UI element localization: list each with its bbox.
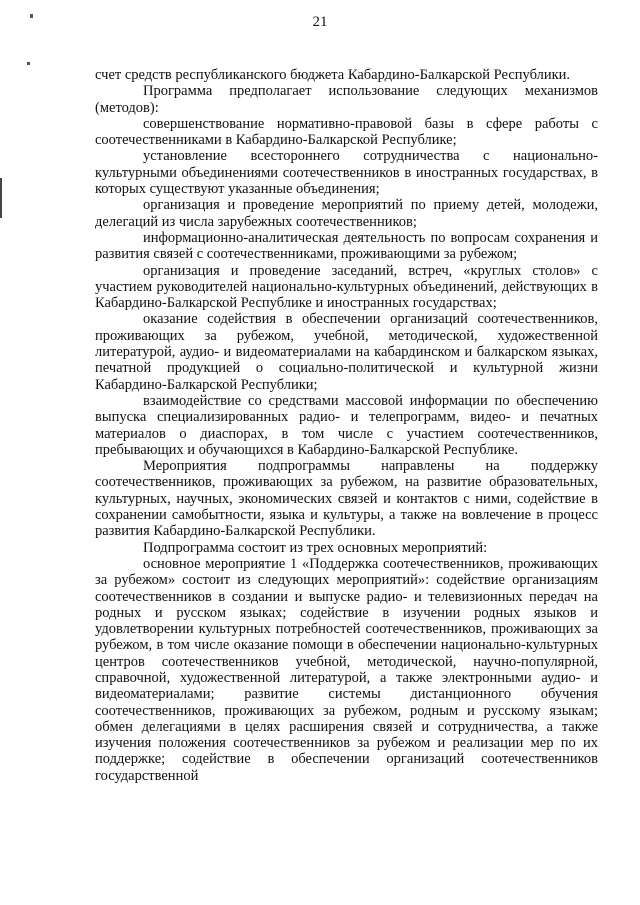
- paragraph: информационно-аналитическая деятельность по вопросам сохранения и развития связей с соотечественниками, проживающими за рубежом;: [95, 229, 598, 263]
- paragraph: установление всестороннего сотрудничества с национально-культурными объединениями соотечественников в иностранных государствах, в которых существуют указанные объединения;: [95, 148, 598, 198]
- paragraph: Подпрограмма состоит из трех основных мероприятий:: [143, 539, 488, 556]
- scan-edge-mark: [0, 178, 2, 218]
- scan-speck: [27, 62, 30, 65]
- paragraph: организация и проведение мероприятий по приему детей, молодежи, делегаций из числа зарубежных соотечественников;: [95, 197, 598, 230]
- document-body: [95, 67, 598, 784]
- paragraph: Программа предполагает использование следующих механизмов (методов):: [95, 83, 598, 116]
- paragraph: совершенствование нормативно-правовой базы в сфере работы с соотечественниками в Кабардино-Балкарской Республике;: [95, 115, 598, 149]
- paragraph: Мероприятия подпрограммы направлены на поддержку соотечественников, проживающих за рубежом, на развитие образовательных, культурных, научных, экономических связей и контактов с ними, содействие в сохранении самобытности, языка и культуры, а также на вовлечение в процесс развития Кабардино-Балкарской Республики.: [95, 458, 598, 540]
- paragraph: оказание содействия в обеспечении организаций соотечественников, проживающих за рубежом, учебной, методической, художественной литературой, аудио- и видеоматериалами на кабардинском и балкарском языках, печатной продукцией о социально-политической и культурной жизни Кабардино-Балкарской Республики;: [95, 311, 598, 393]
- paragraph: взаимодействие со средствами массовой информации по обеспечению выпуска специализированных радио- и телепрограмм, видео- и печатных материалов о диаспорах, в том числе с участием соотечественников, пребывающих и обучающихся в Кабардино-Балкарской Республике.: [95, 392, 598, 458]
- paragraph: организация и проведение заседаний, встреч, «круглых столов» с участием руководителей национально-культурных объединений, действующих в Кабардино-Балкарской Республике и иностранных государствах;: [95, 262, 598, 312]
- paragraph: счет средств республиканского бюджета Кабардино-Балкарской Республики.: [95, 67, 571, 83]
- page-number: 21: [312, 14, 328, 30]
- paragraph: основное мероприятие 1 «Поддержка соотечественников, проживающих за рубежом» состоит из следующих мероприятий»: содействие организациям соотечественников в создании и выпуске радио- и телевизионных передач на родных и русском языках; содействие в изучении родных языков и удовлетворении культурных потребностей соотечественников, проживающих за рубежом, в том числе оказание помощи в обеспечении национально-культурных центров соотечественников учебной, методической, научно-популярной, справочной, художественной литературой, а также электронными аудио- и видеоматериалами; развитие системы дистанционного обучения соотечественников, проживающих за рубежом, родным и русскому языкам; обмен делегациями в целях расширения связей и сотрудничества, а также изучения положения соотечественников за рубежом и реализации мер по их поддержке; содействие в обеспечении организаций соотечественников государственной: [95, 555, 598, 784]
